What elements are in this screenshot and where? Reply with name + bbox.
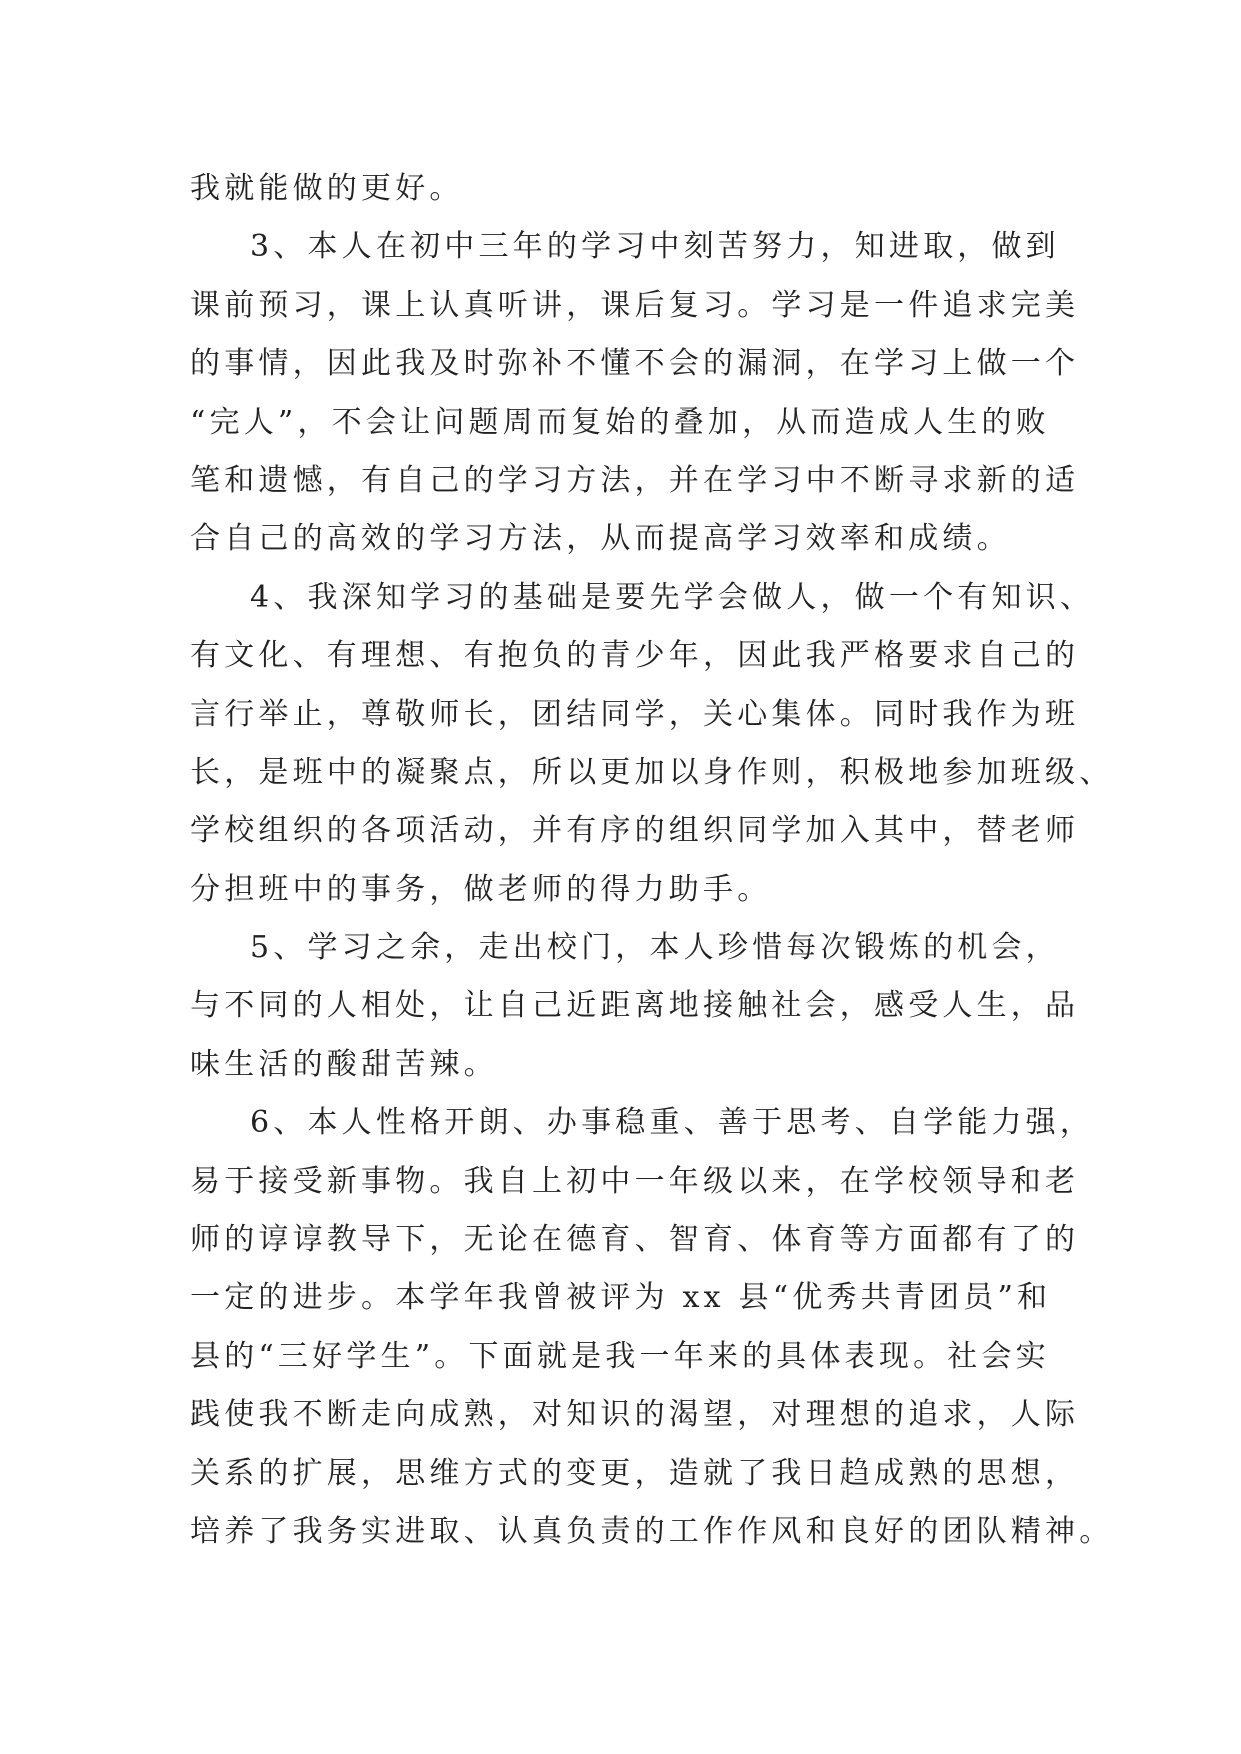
text-line: “完人”，不会让问题周而复始的叠加，从而造成人生的败 xyxy=(190,404,1050,440)
text-line: 关系的扩展，思维方式的变更，造就了我日趋成熟的思想， xyxy=(190,1455,1080,1491)
text-line: 一定的进步。本学年我曾被评为 xx 县“优秀共青团员”和 xyxy=(190,1280,1052,1316)
text-line: 学校组织的各项活动，并有序的组织同学加入其中，替老师 xyxy=(190,813,1080,849)
text-line: 4、我深知学习的基础是要先学会做人，做一个有知识、 xyxy=(250,579,1095,615)
text-line: 的事情，因此我及时弥补不懂不会的漏洞，在学习上做一个 xyxy=(190,346,1080,382)
text-line: 分担班中的事务，做老师的得力助手。 xyxy=(190,871,772,907)
text-line: 长，是班中的凝聚点，所以更加以身作则，积极地参加班级、 xyxy=(190,754,1114,790)
text-line: 3、本人在初中三年的学习中刻苦努力，知进取，做到 xyxy=(250,229,1060,265)
text-line: 县的“三好学生”。下面就是我一年来的具体表现。社会实 xyxy=(190,1338,1050,1374)
text-line: 6、本人性格开朗、办事稳重、善于思考、自学能力强， xyxy=(250,1105,1095,1141)
text-line: 课前预习，课上认真听讲，课后复习。学习是一件追求完美 xyxy=(190,287,1080,323)
text-line: 笔和遗憾，有自己的学习方法，并在学习中不断寻求新的适 xyxy=(190,462,1080,498)
document-body xyxy=(190,160,1114,1561)
text-line: 有文化、有理想、有抱负的青少年，因此我严格要求自己的 xyxy=(190,638,1080,674)
text-line: 言行举止，尊敬师长，团结同学，关心集体。同时我作为班 xyxy=(190,696,1080,732)
text-line: 师的谆谆教导下，无论在德育、智育、体育等方面都有了的 xyxy=(190,1222,1080,1258)
text-line: 味生活的酸甜苦辣。 xyxy=(190,1046,498,1082)
text-line: 践使我不断走向成熟，对知识的渴望，对理想的追求，人际 xyxy=(190,1397,1080,1433)
text-line: 我就能做的更好。 xyxy=(190,171,464,206)
text-line: 合自己的高效的学习方法，从而提高学习效率和成绩。 xyxy=(190,521,1011,557)
text-line: 5、学习之余，走出校门，本人珍惜每次锻炼的机会， xyxy=(250,930,1060,966)
text-line: 培养了我务实进取、认真负责的工作作风和良好的团队精神。 xyxy=(190,1513,1114,1549)
text-line: 易于接受新事物。我自上初中一年级以来，在学校领导和老 xyxy=(190,1163,1080,1199)
text-line: 与不同的人相处，让自己近距离地接触社会，感受人生，品 xyxy=(190,988,1080,1024)
